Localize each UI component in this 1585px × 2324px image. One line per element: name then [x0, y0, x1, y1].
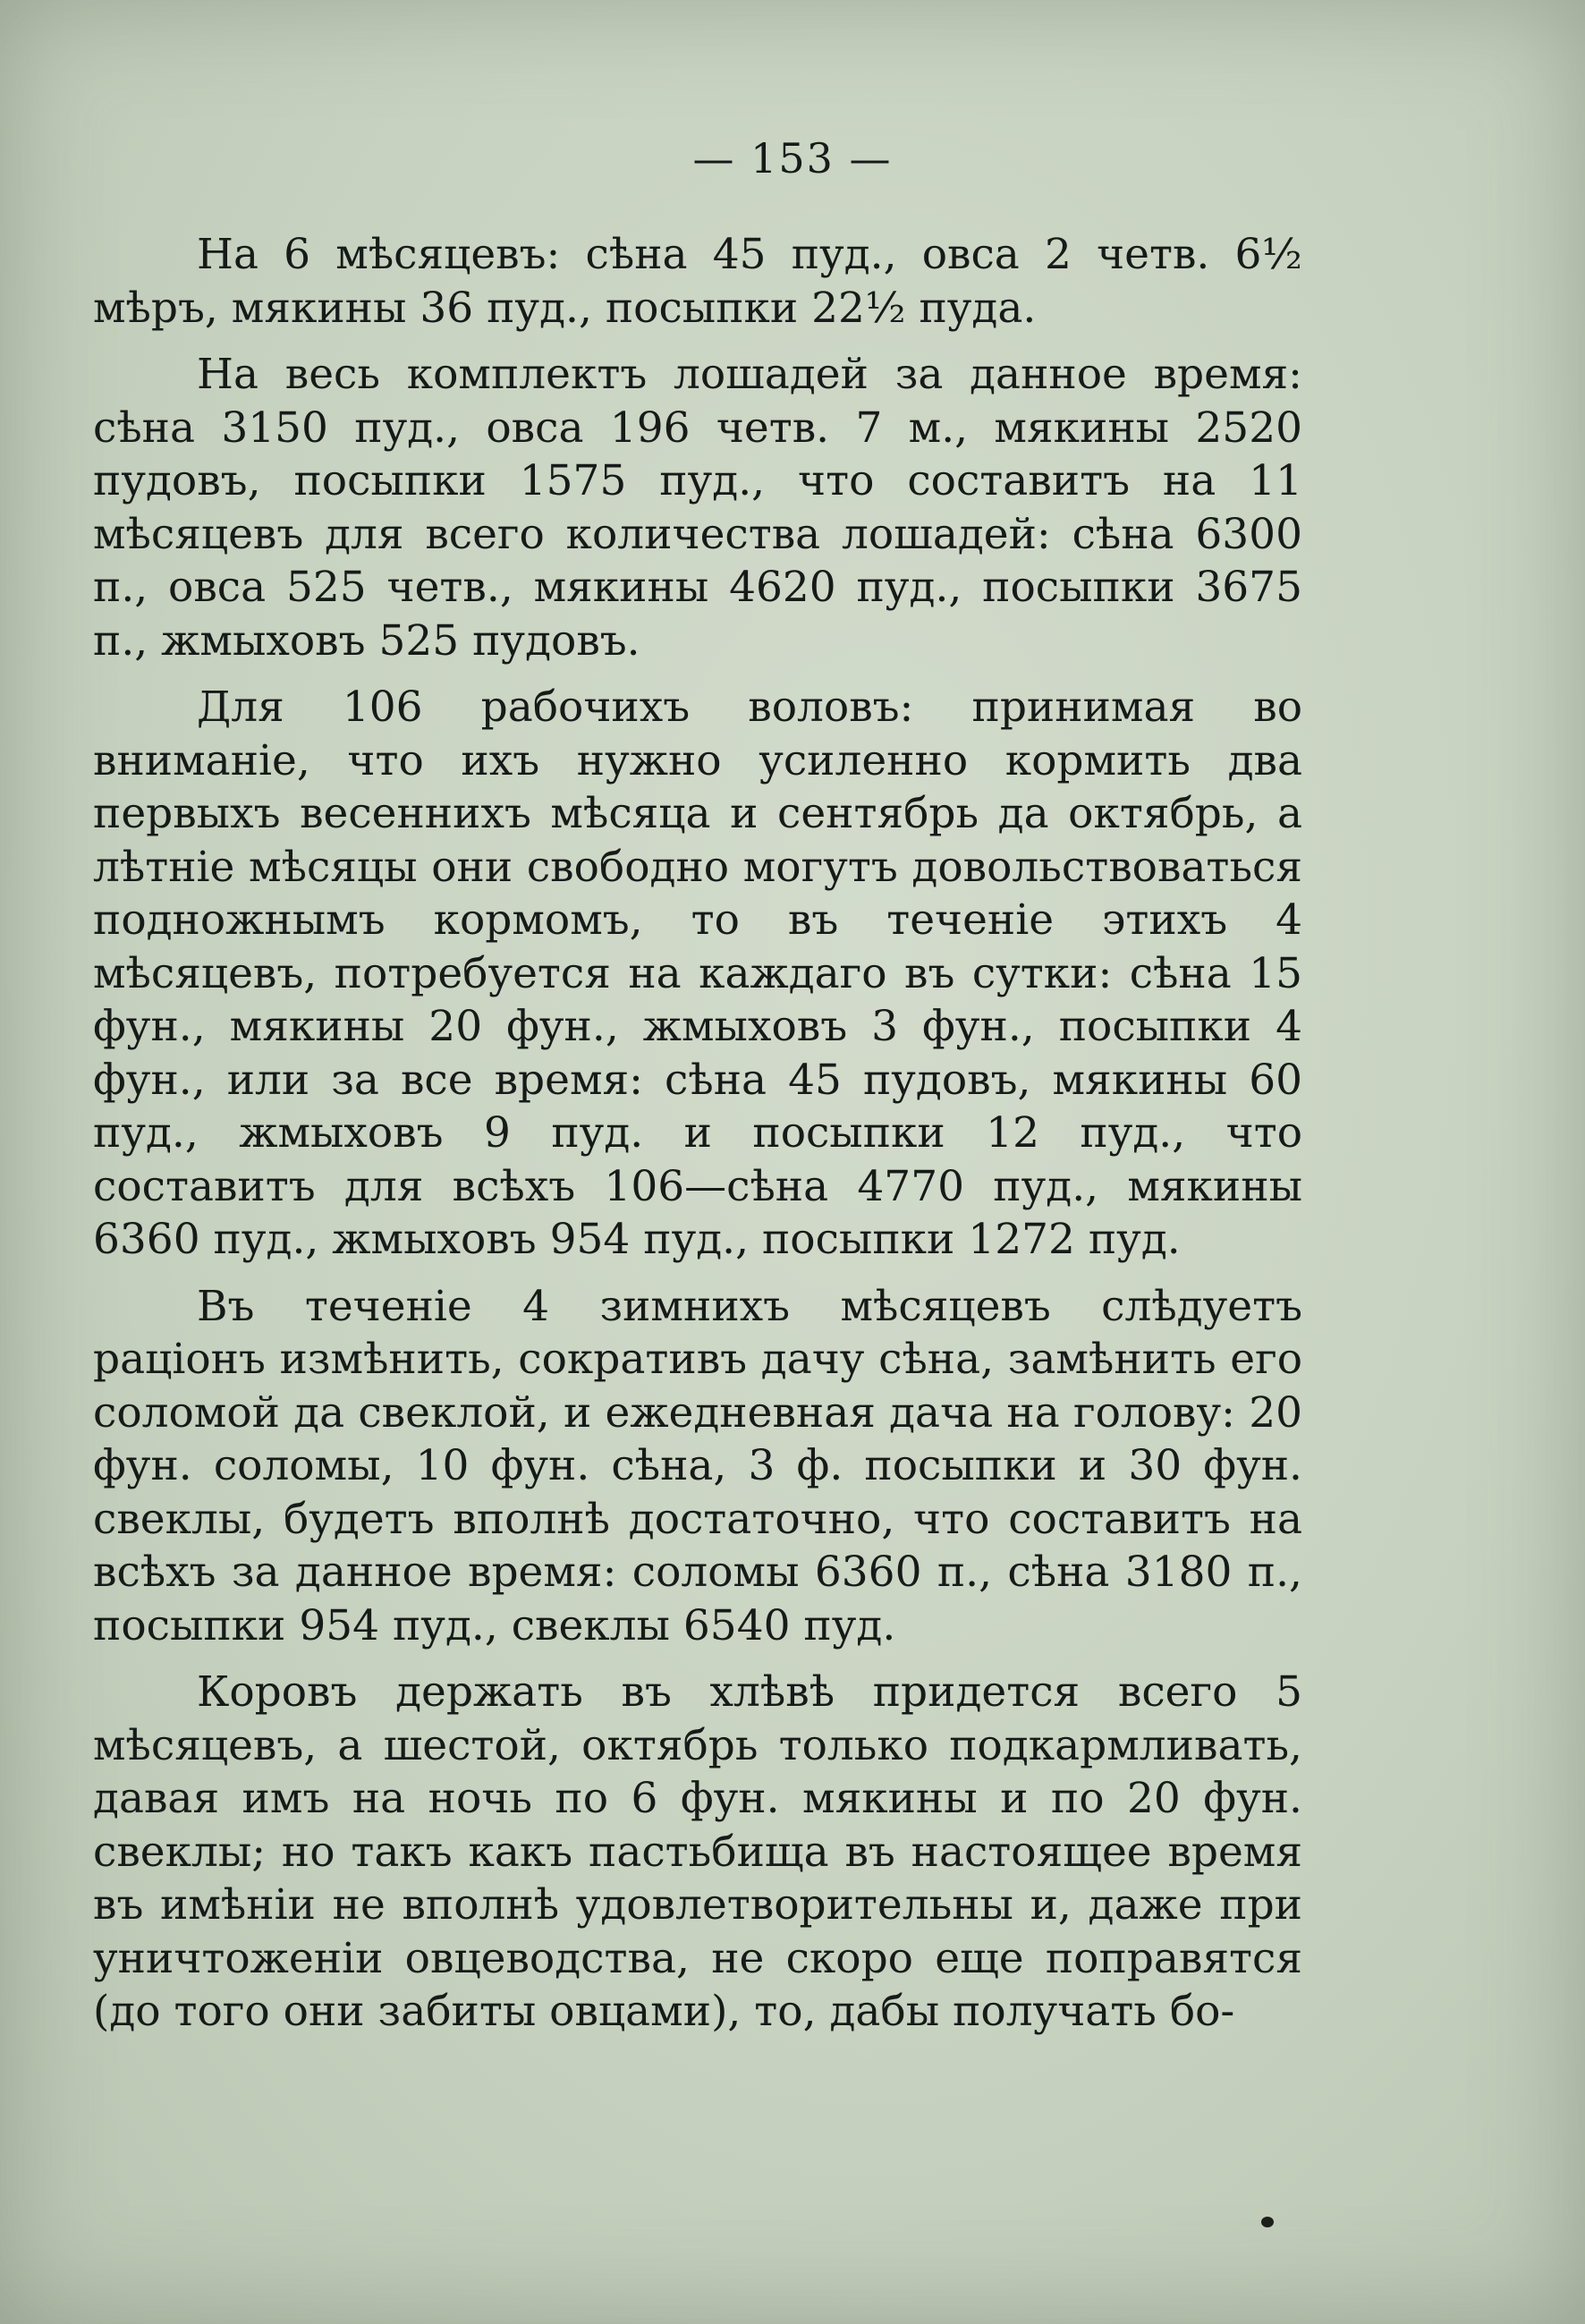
body-text [93, 228, 1302, 2039]
paragraph-3: Для 106 рабочихъ воловъ: принимая во вниманіе, что ихъ нужно усиленно кормить два первыхъ весеннихъ мѣсяца и сентябрь да октябрь, а лѣтніе мѣсяцы они свободно могутъ довольствоваться подножнымъ кормомъ, то въ теченіе этихъ 4 мѣсяцевъ, потребуется на каждаго въ сутки: сѣна 15 фун., мякины 20 фун., жмыховъ 3 фун., посыпки 4 фун., или за все время: сѣна 45 пудовъ, мякины 60 пуд., жмыховъ 9 пуд. и посыпки 12 пуд., что составитъ для всѣхъ 106—сѣна 4770 пуд., мякины 6360 пуд., жмыховъ 954 пуд., посыпки 1272 пуд. [93, 683, 1302, 1264]
ink-speck [1261, 2217, 1274, 2227]
page-number: — 153 — [692, 134, 893, 182]
paragraph-2: На весь комплектъ лошадей за данное время: сѣна 3150 пуд., овса 196 четв. 7 м., мякины 2520 пудовъ, посыпки 1575 пуд., что составитъ на 11 мѣсяцевъ для всего количества лошадей: сѣна 6300 п., овса 525 четв., мякины 4620 пуд., посыпки 3675 п., жмыховъ 525 пудовъ. [93, 350, 1302, 666]
paragraph-5: Коровъ держать въ хлѣвѣ придется всего 5 мѣсяцевъ, а шестой, октябрь только подкармливать, давая имъ на ночь по 6 фун. мякины и по 20 фун. свеклы; но такъ какъ пастьбища въ настоящее время въ имѣніи не вполнѣ удовлетворительны и, даже при уничтоженіи овцеводства, не скоро еще поправятся (до того они забиты овцами), то, дабы получать бо- [93, 1667, 1302, 2036]
paragraph-1: На 6 мѣсяцевъ: сѣна 45 пуд., овса 2 четв. 6½ мѣръ, мякины 36 пуд., посыпки 22½ пуда. [93, 230, 1302, 333]
paragraph-4: Въ теченіе 4 зимнихъ мѣсяцевъ слѣдуетъ раціонъ измѣнить, сокративъ дачу сѣна, замѣнить его соломой да свеклой, и ежедневная дача на голову: 20 фун. соломы, 10 фун. сѣна, 3 ф. посыпки и 30 фун. свеклы, будетъ вполнѣ достаточно, что составитъ на всѣхъ за данное время: соломы 6360 п., сѣна 3180 п., посыпки 954 пуд., свеклы 6540 пуд. [93, 1281, 1302, 1650]
